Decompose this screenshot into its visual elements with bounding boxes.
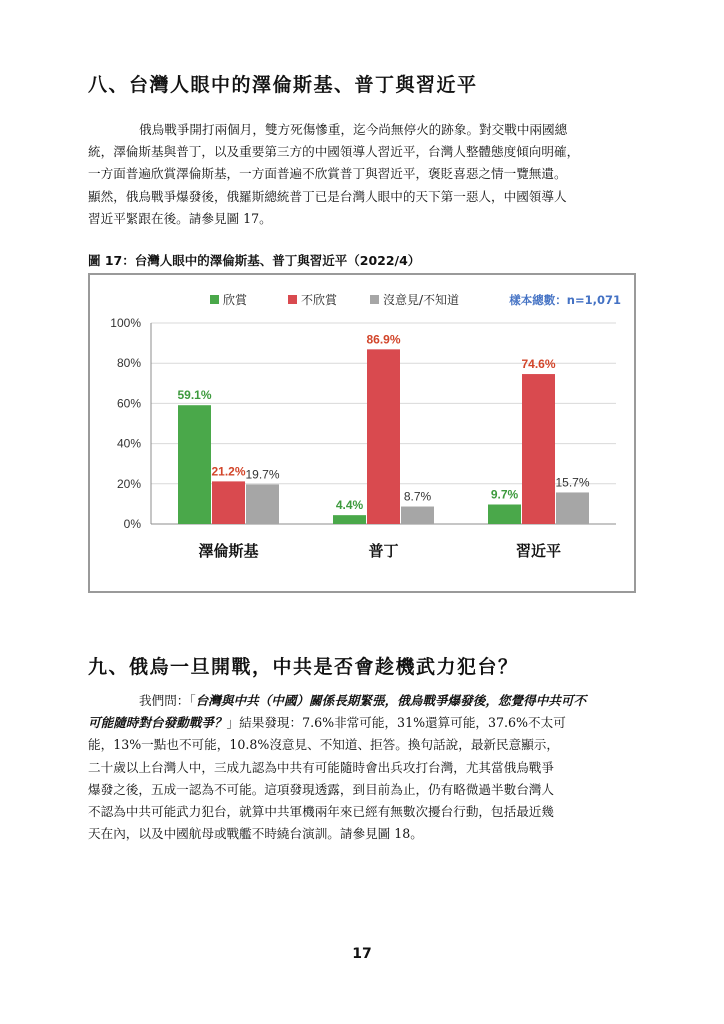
y-tick-label: 0%: [123, 517, 141, 531]
paragraph-line: [88, 712, 648, 734]
data-label: 8.7%: [403, 489, 432, 504]
sample-size-note: 樣本總數：n=1,071: [509, 293, 621, 307]
data-label: 59.1%: [177, 388, 212, 403]
legend-swatch: [210, 295, 219, 304]
x-category-label: 澤倫斯基: [198, 542, 259, 560]
survey-question: 台灣與中共（中國）關係長期緊張，俄烏戰爭爆發後，您覺得中共可不: [195, 693, 587, 708]
bar: [178, 405, 211, 524]
result-text: 」結果發現：7.6%非常可能，31%還算可能，37.6%不太可: [226, 715, 566, 731]
paragraph-line: 習近平緊跟在後。請參見圖 17。: [88, 210, 272, 226]
paragraph-line: 統，澤倫斯基與普丁，以及重要第三方的中國領導人習近平，台灣人整體態度傾向明確，: [88, 144, 580, 160]
paragraph-line: 不認為中共可能武力犯台，就算中共軍機兩年來已經有無數次擾台行動，包括最近幾: [88, 804, 554, 820]
figure-caption: 圖 17：台灣人眼中的澤倫斯基、普丁與習近平（2022/4）: [88, 253, 421, 268]
legend-label: 欣賞: [223, 293, 248, 307]
y-tick-label: 20%: [116, 476, 141, 491]
chart-canvas: [90, 275, 634, 591]
bar: [522, 374, 555, 524]
paragraph-line: 能，13%一點也不可能，10.8%沒意見、不知道、拒答。換句話說，最新民意顯示，: [88, 737, 559, 753]
bar: [212, 481, 245, 524]
section-9-paragraph: [88, 690, 648, 845]
data-label: 9.7%: [490, 487, 519, 502]
section-9-heading: 九、俄烏一旦開戰，中共是否會趁機武力犯台？: [88, 656, 519, 678]
data-label: 19.7%: [245, 467, 280, 482]
page-number: 17: [352, 946, 372, 962]
legend-label: 沒意見/不知道: [383, 293, 460, 307]
paragraph-line: 一方面普遍欣賞澤倫斯基，一方面普遍不欣賞普丁與習近平，褒貶喜惡之情一覽無遺。: [88, 166, 567, 182]
paragraph-line: 天在內，以及中國航母或戰艦不時繞台演訓。請參見圖 18。: [88, 826, 423, 842]
question-open: 我們問：「: [139, 693, 196, 708]
paragraph-line: 爆發之後，五成一認為不可能。這項發現透露，到目前為止，仍有略微過半數台灣人: [88, 781, 554, 797]
bar-chart: [88, 273, 636, 593]
y-tick-label: 100%: [110, 316, 141, 330]
survey-question: 可能隨時對台發動戰爭？: [88, 715, 227, 731]
bar: [488, 505, 521, 524]
section-8-heading: 八、台灣人眼中的澤倫斯基、普丁與習近平: [88, 74, 478, 96]
legend-label: 不欣賞: [301, 293, 338, 307]
data-label: 4.4%: [335, 498, 364, 513]
data-label: 15.7%: [555, 475, 590, 490]
y-tick-label: 80%: [116, 356, 141, 371]
paragraph-line: 顯然，俄烏戰爭爆發後，俄羅斯總統普丁已是台灣人眼中的天下第一惡人，中國領導人: [88, 188, 567, 204]
data-label: 86.9%: [366, 332, 401, 347]
data-label: 21.2%: [211, 464, 246, 479]
bar: [556, 492, 589, 524]
data-label: 74.6%: [521, 357, 556, 372]
bar: [246, 484, 279, 524]
legend-swatch: [288, 295, 297, 304]
section-8-paragraph: [88, 119, 648, 230]
bar: [367, 349, 400, 524]
x-category-label: 普丁: [368, 542, 399, 560]
paragraph-line: [88, 690, 648, 712]
y-tick-label: 60%: [116, 396, 141, 411]
x-category-label: 習近平: [515, 542, 562, 560]
y-tick-label: 40%: [116, 436, 141, 451]
paragraph-line: 二十歲以上台灣人中，三成九認為中共有可能隨時會出兵攻打台灣，尤其當俄烏戰爭: [88, 759, 554, 775]
bar: [401, 507, 434, 524]
legend-swatch: [370, 295, 379, 304]
paragraph-line: 俄烏戰爭開打兩個月，雙方死傷慘重，迄今尚無停火的跡象。對交戰中兩國總: [139, 122, 568, 137]
bar: [333, 515, 366, 524]
